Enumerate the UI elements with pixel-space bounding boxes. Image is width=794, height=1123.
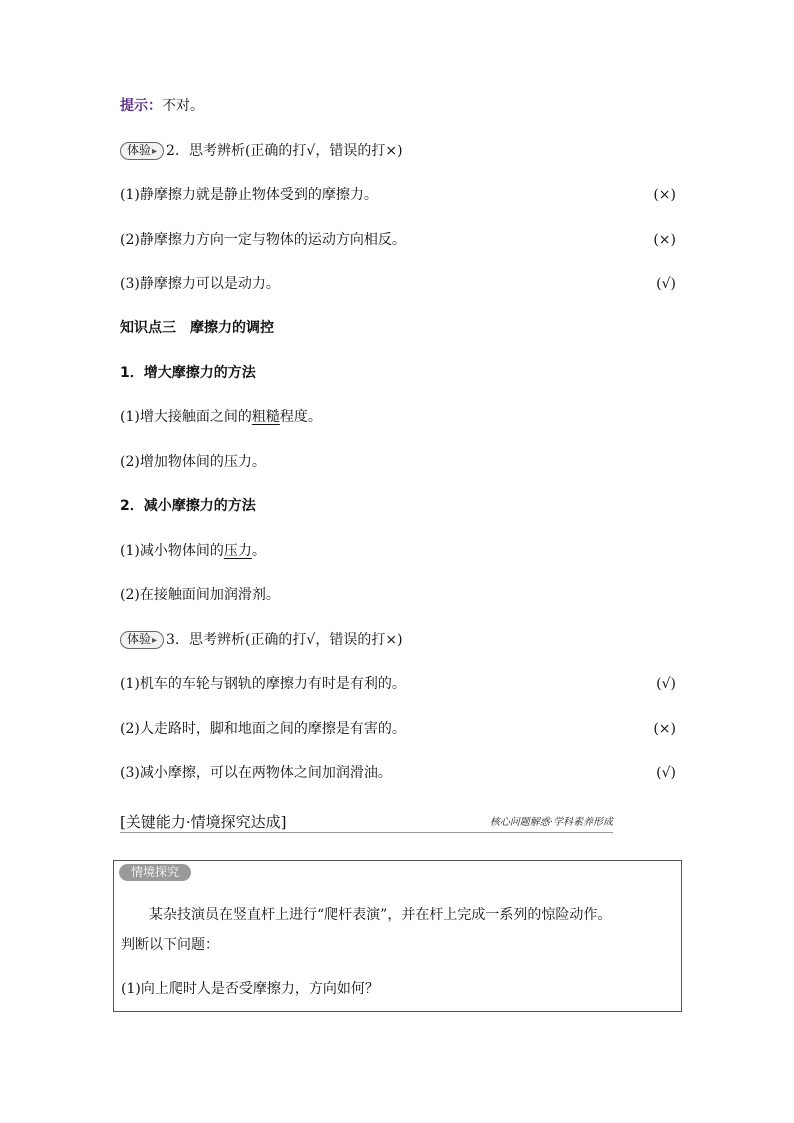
section-subtitle: 核心问题解惑·学科素养形成: [489, 817, 613, 828]
kp3-sub1: 1．增大摩擦力的方法: [120, 365, 256, 381]
item-text: 。: [251, 543, 266, 559]
experience-tag: 体验 ▸: [120, 631, 164, 649]
hint-line: [120, 96, 204, 116]
item-text: (2)增加物体间的: [120, 454, 224, 470]
exp3-item-2-mark: (×): [653, 721, 676, 737]
underlined-answer: 压力: [223, 543, 252, 559]
exp3-title: 3．思考辨析(正确的打√，错误的打×): [166, 632, 403, 648]
experience-tag: 体验 ▸: [120, 142, 164, 160]
exp3-item-3: (3)减小摩擦，可以在两物体之间加润滑油。: [120, 765, 392, 781]
scenario-box: [113, 860, 682, 1012]
exp3-item-1-mark: (√): [656, 676, 676, 692]
exp2-item-3-mark: (√): [656, 276, 676, 292]
hint-label: 提示：: [120, 98, 162, 114]
kp3-sub2: 2．减小摩擦力的方法: [120, 498, 256, 514]
hint-text: 不对。: [162, 98, 204, 114]
exp2-title: 2．思考辨析(正确的打√，错误的打×): [166, 143, 403, 159]
kp3-sub2-item-2: [120, 585, 280, 605]
item-text: 压力。: [223, 454, 266, 470]
exp2-heading: [120, 141, 403, 161]
item-text: (1)增大接触面之间的: [120, 409, 252, 425]
kp3-title: 知识点三 摩擦力的调控: [120, 320, 274, 336]
kp3-sub1-item-1: [120, 407, 322, 427]
scenario-tag: 情境探究: [119, 864, 191, 881]
section-title: [关键能力·情境探究达成]: [120, 813, 287, 831]
exp2-item-1-mark: (×): [653, 187, 676, 203]
exp3-item-3-mark: (√): [656, 765, 676, 781]
item-text: (1)减小物体间的: [120, 543, 224, 559]
exp3-item-2: (2)人走路时，脚和地面之间的摩擦是有害的。: [120, 721, 406, 737]
exp2-item-2-mark: (×): [653, 232, 676, 248]
kp3-sub2-item-1: [120, 541, 266, 561]
kp3-sub1-item-2: [120, 452, 266, 472]
item-text: (2)在接触面间加润滑剂。: [120, 587, 280, 603]
exp2-item-1: (1)静摩擦力就是静止物体受到的摩擦力。: [120, 187, 378, 203]
scenario-question-1: (1)向上爬时人是否受摩擦力，方向如何？: [121, 981, 379, 997]
underlined-answer: 粗糙: [251, 409, 280, 425]
exp2-item-3: (3)静摩擦力可以是动力。: [120, 276, 280, 292]
section-header: [120, 812, 613, 833]
scenario-instruction: 判断以下问题：: [121, 937, 219, 953]
item-text: 程度。: [279, 409, 322, 425]
scenario-paragraph: 某杂技演员在竖直杆上进行“爬杆表演”，并在杆上完成一系列的惊险动作。: [149, 907, 612, 923]
exp3-heading: [120, 630, 403, 650]
exp2-item-2: (2)静摩擦力方向一定与物体的运动方向相反。: [120, 232, 406, 248]
exp3-item-1: (1)机车的车轮与钢轨的摩擦力有时是有利的。: [120, 676, 406, 692]
